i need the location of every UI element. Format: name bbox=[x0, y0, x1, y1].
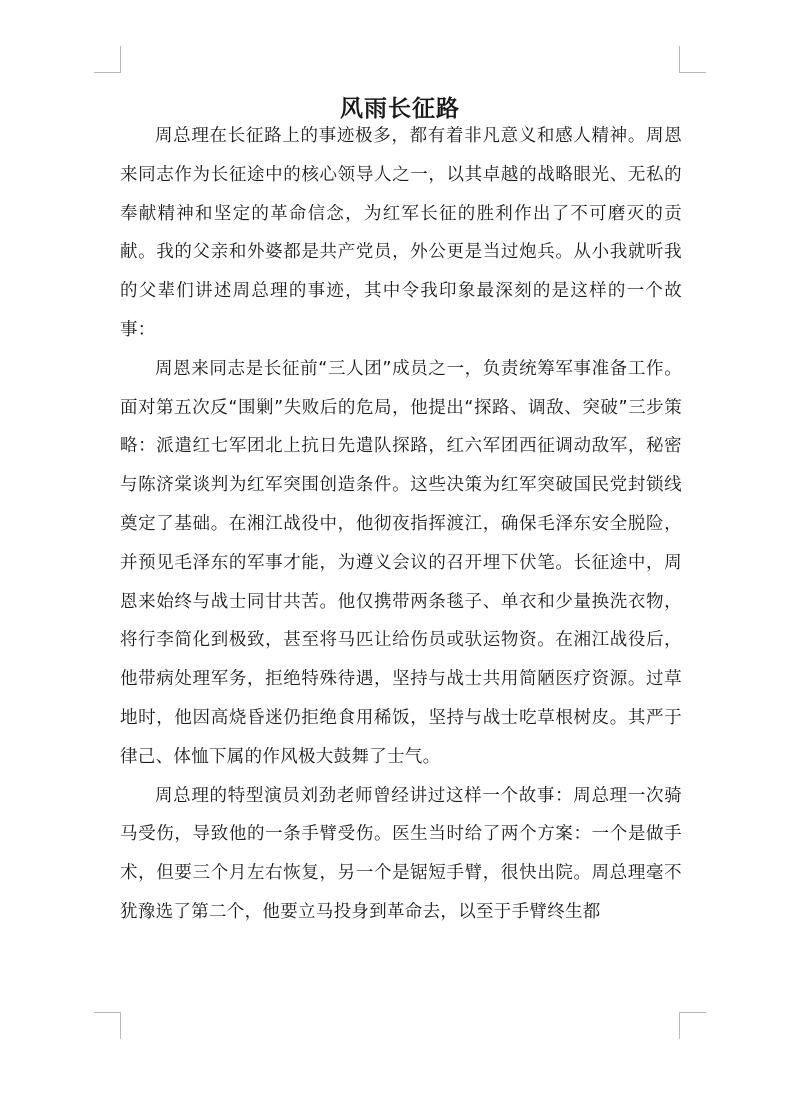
paragraph-1: 周总理在长征路上的事迹极多，都有着非凡意义和感人精神。周恩来同志作为长征途中的核心领导人之一，以其卓越的战略眼光、无私的奉献精神和坚定的革命信念，为红军长征的胜利作出了不可磨灭的贡献。我的父亲和外婆都是共产党员，外公更是当过炮兵。从小我就听我的父辈们讲述周总理的事迹，其中令我印象最深刻的是这样的一个故事： bbox=[120, 126, 682, 340]
crop-mark-top-left bbox=[94, 46, 121, 73]
paragraph-3: 周总理的特型演员刘劲老师曾经讲过这样一个故事：周总理一次骑马受伤，导致他的一条手臂受伤。医生当时给了两个方案：一个是做手术，但要三个月左右恢复，另一个是锯短手臂，很快出院。周总理毫不犹豫选了第二个，他要立马投身到革命去，以至于手臂终生都 bbox=[120, 785, 682, 922]
document-body bbox=[120, 117, 682, 932]
crop-mark-top-right bbox=[679, 46, 706, 73]
paragraph-2: 周恩来同志是长征前“三人团”成员之一，负责统筹军事准备工作。面对第五次反“围剿”失败后的危局，他提出“探路、调敌、突破”三步策略：派遣红七军团北上抗日先遣队探路，红六军团西征调动敌军，秘密与陈济棠谈判为红军突围创造条件。这些决策为红军突破国民党封锁线奠定了基础。在湘江战役中，他彻夜指挥渡江，确保毛泽东安全脱险，并预见毛泽东的军事才能，为遵义会议的召开埋下伏笔。长征途中，周恩来始终与战士同甘共苦。他仅携带两条毯子、单衣和少量换洗衣物，将行李简化到极致，甚至将马匹让给伤员或驮运物资。在湘江战役后，他带病处理军务，拒绝特殊待遇，坚持与战士共用简陋医疗资源。过草地时，他因高烧昏迷仍拒绝食用稀饭，坚持与战士吃草根树皮。其严于律己、体恤下属的作风极大鼓舞了士气。 bbox=[120, 358, 682, 767]
document-title: 风雨长征路 bbox=[340, 96, 460, 123]
crop-mark-bottom-right bbox=[679, 1012, 706, 1039]
crop-mark-bottom-left bbox=[94, 1012, 121, 1039]
